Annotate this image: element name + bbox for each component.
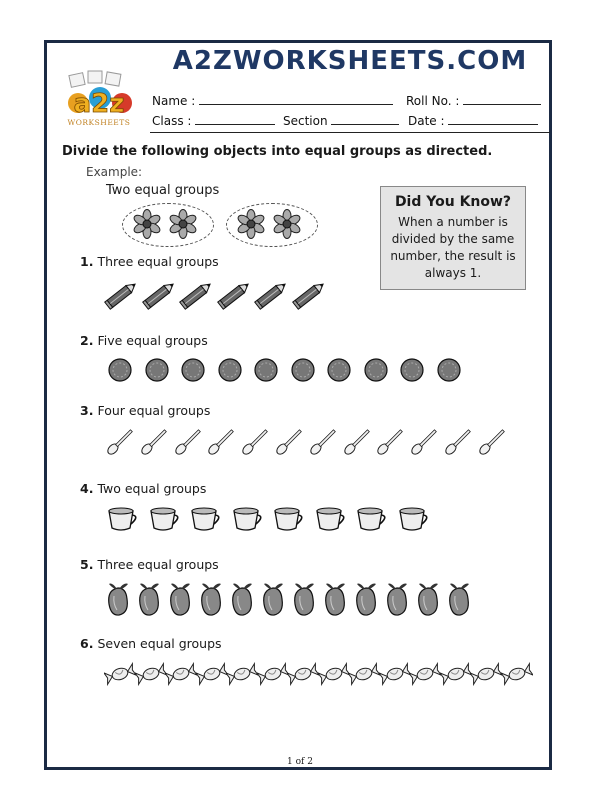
date-label: Date : — [408, 114, 445, 128]
spoon-icon — [374, 425, 407, 463]
roll-label: Roll No. : — [406, 94, 460, 108]
pencil-icon — [292, 278, 328, 316]
date-field[interactable] — [408, 113, 538, 128]
did-you-know-body: When a number is divided by the same number, the result is always 1. — [390, 215, 516, 280]
example-label: Example: — [86, 165, 143, 179]
mango-icon — [197, 580, 225, 622]
mango-icon — [290, 580, 318, 622]
question-text: Five equal groups — [97, 333, 208, 348]
cup-icon — [187, 504, 225, 538]
coin-icon — [250, 355, 282, 389]
name-label: Name : — [152, 94, 196, 108]
candy-icon — [165, 661, 197, 691]
flower-icon — [236, 209, 266, 243]
class-label: Class : — [152, 114, 192, 128]
cup-icon — [229, 504, 267, 538]
pencil-icon — [179, 278, 215, 316]
coin-icon — [214, 355, 246, 389]
spoon-icon — [476, 425, 509, 463]
candy-icon — [257, 661, 289, 691]
name-line — [199, 93, 393, 105]
candy-icon — [318, 661, 350, 691]
example-text: Two equal groups — [106, 183, 220, 198]
class-line — [195, 113, 275, 125]
spoon-icon — [307, 425, 340, 463]
question-label — [80, 557, 219, 572]
question-label — [80, 333, 208, 348]
coin-icon — [287, 355, 319, 389]
pencil-icon — [104, 278, 140, 316]
coin-icon — [141, 355, 173, 389]
cup-icon — [395, 504, 433, 538]
coin-icon — [433, 355, 465, 389]
roll-line — [463, 93, 541, 105]
candy-icon — [409, 661, 441, 691]
question-label — [80, 254, 219, 269]
question-text: Three equal groups — [97, 557, 219, 572]
question-text: Two equal groups — [97, 481, 207, 496]
mango-icon — [321, 580, 349, 622]
coin-icon — [360, 355, 392, 389]
flower-icon — [168, 209, 198, 243]
question-number: 6. — [80, 636, 94, 651]
did-you-know-box — [380, 186, 526, 290]
did-you-know-title: Did You Know? — [394, 194, 512, 210]
question-number: 5. — [80, 557, 94, 572]
candy-icon — [440, 661, 472, 691]
question-number: 4. — [80, 481, 94, 496]
mango-icon — [414, 580, 442, 622]
question-label — [80, 481, 206, 496]
question-number: 1. — [80, 254, 94, 269]
candy-icon — [348, 661, 380, 691]
section-line — [331, 113, 399, 125]
coin-icon — [177, 355, 209, 389]
question-label — [80, 636, 222, 651]
question-text: Four equal groups — [97, 403, 211, 418]
date-line — [448, 113, 538, 125]
logo-subtext: WORKSHEETS — [67, 118, 131, 127]
candy-icon — [501, 661, 533, 691]
candy-icon — [226, 661, 258, 691]
coin-icon — [323, 355, 355, 389]
question-label — [80, 403, 210, 418]
instruction-text: Divide the following objects into equal groups as directed. — [62, 144, 493, 159]
question-text: Seven equal groups — [97, 636, 222, 651]
cup-icon — [312, 504, 350, 538]
candy-icon — [470, 661, 502, 691]
coin-icon — [104, 355, 136, 389]
mango-icon — [228, 580, 256, 622]
site-title: A2ZWORKSHEETS.COM — [172, 46, 528, 76]
cup-icon — [270, 504, 308, 538]
a2z-logo — [62, 70, 136, 128]
question-number: 2. — [80, 333, 94, 348]
page-number: 1 of 2 — [287, 757, 313, 767]
spoon-icon — [273, 425, 306, 463]
pencil-icon — [217, 278, 253, 316]
cup-icon — [146, 504, 184, 538]
candy-icon — [379, 661, 411, 691]
section-field[interactable] — [283, 113, 399, 128]
pencil-icon — [142, 278, 178, 316]
mango-icon — [259, 580, 287, 622]
spoon-icon — [442, 425, 475, 463]
candy-icon — [196, 661, 228, 691]
question-text: Three equal groups — [97, 254, 219, 269]
question-number: 3. — [80, 403, 94, 418]
mango-icon — [166, 580, 194, 622]
spoon-icon — [205, 425, 238, 463]
candy-icon — [104, 661, 136, 691]
candy-icon — [135, 661, 167, 691]
mango-icon — [352, 580, 380, 622]
coin-icon — [396, 355, 428, 389]
name-field[interactable] — [152, 93, 393, 108]
flower-icon — [132, 209, 162, 243]
logo-text: a2z — [73, 89, 125, 119]
spoon-icon — [341, 425, 374, 463]
class-field[interactable] — [152, 113, 275, 128]
spoon-icon — [104, 425, 137, 463]
mango-icon — [135, 580, 163, 622]
spoon-icon — [138, 425, 171, 463]
spoon-icon — [408, 425, 441, 463]
mango-icon — [383, 580, 411, 622]
cup-icon — [104, 504, 142, 538]
mango-icon — [104, 580, 132, 622]
section-label: Section — [283, 114, 328, 128]
spoon-icon — [172, 425, 205, 463]
pencil-icon — [254, 278, 290, 316]
header-divider — [150, 132, 550, 133]
spoon-icon — [239, 425, 272, 463]
mango-icon — [445, 580, 473, 622]
candy-icon — [287, 661, 319, 691]
flower-icon — [272, 209, 302, 243]
roll-field[interactable] — [406, 93, 541, 108]
cup-icon — [353, 504, 391, 538]
